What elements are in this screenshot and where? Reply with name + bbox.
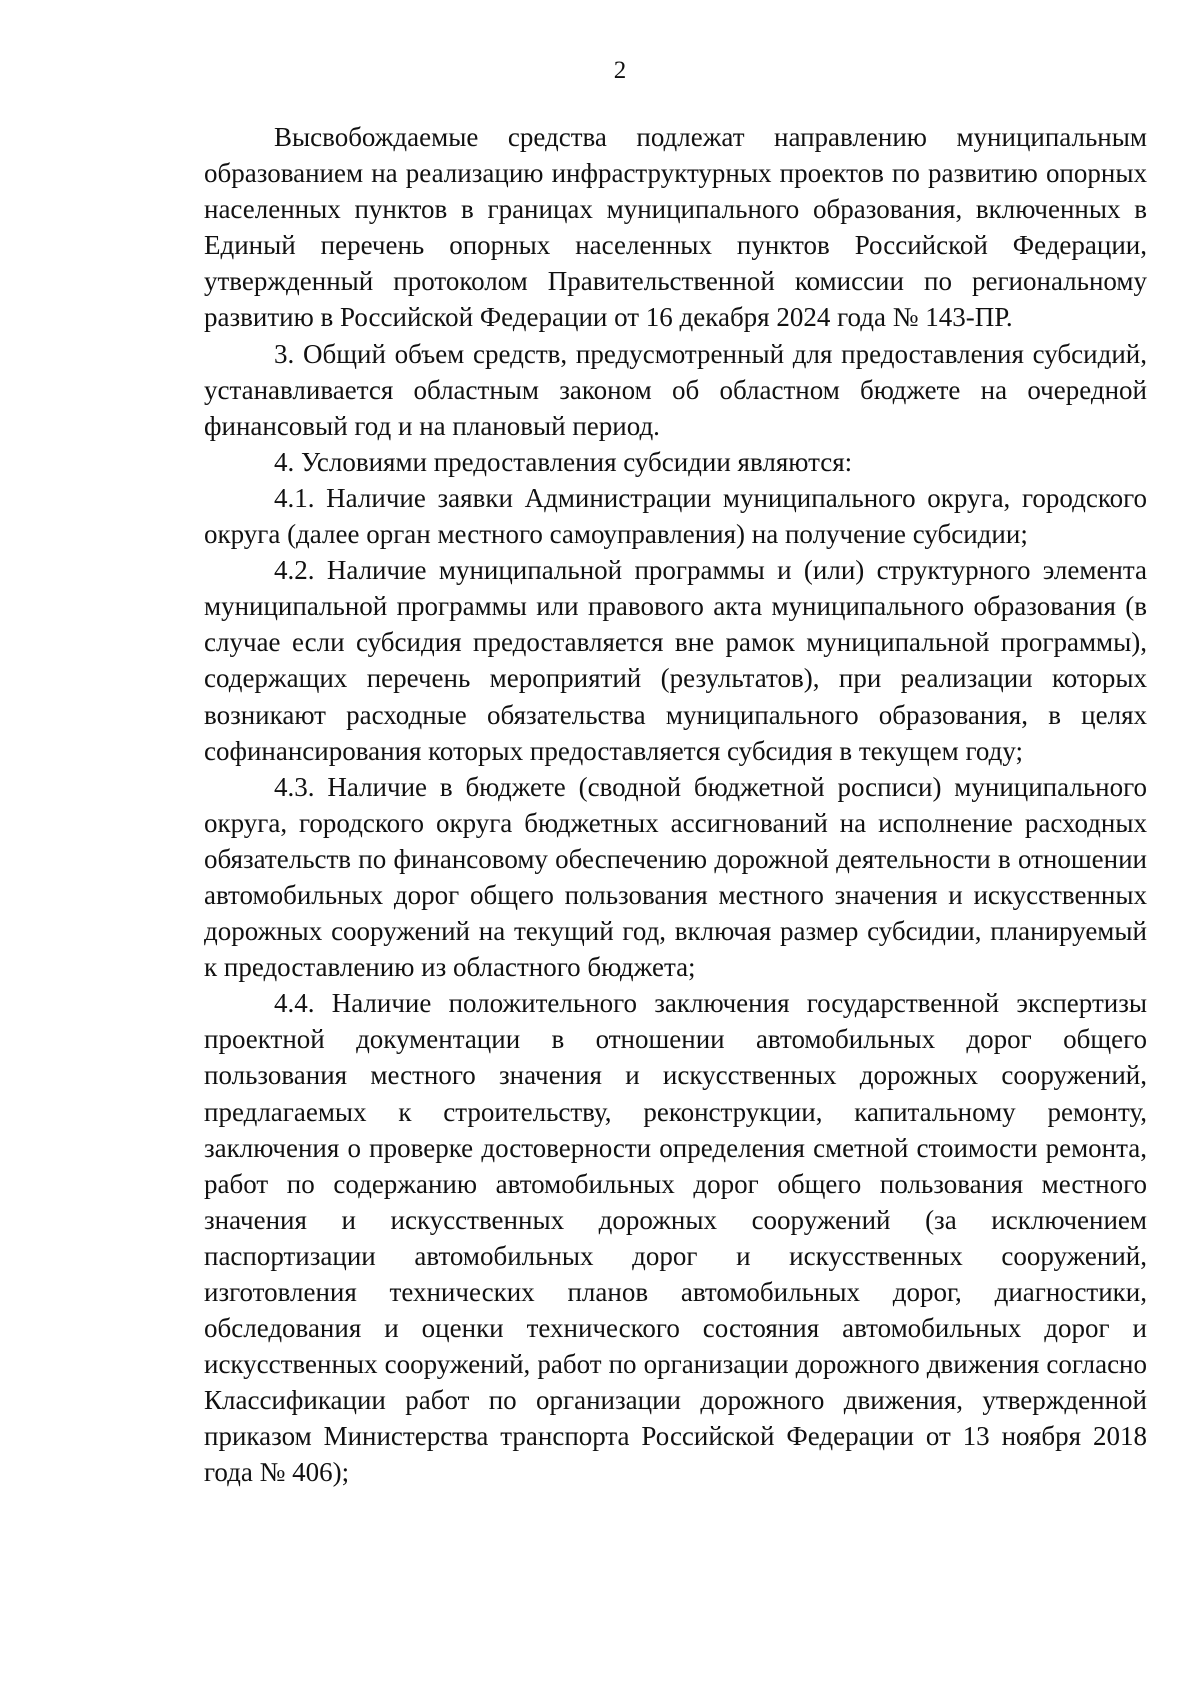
paragraph-4-conditions: 4. Условиями предоставления субсидии являются: [274,446,853,477]
paragraph-3-total-volume: 3. Общий объем средств, предусмотренный для предоставления субсидий, устанавливается областным законом об областном бюджете на очередной финансовый год и на плановый период. [204,338,1147,441]
paragraph-4-3-budget: 4.3. Наличие в бюджете (сводной бюджетной росписи) муниципального округа, городского округа бюджетных ассигнований на исполнение расходных обязательств по финансовому обеспечению дорожной деятельности в отношении автомобильных дорог общего пользования местного значения и искусственных дорожных сооружений на текущий год, включая размер субсидии, планируемый к предоставлению из областного бюджета; [204,771,1147,983]
document-body [204,119,1147,1491]
paragraph-4-2-program: 4.2. Наличие муниципальной программы и (или) структурного элемента муниципальной программы или правового акта муниципального образования (в случае если субсидия предоставляется вне рамок муниципальной программы), содержащих перечень мероприятий (результатов), при реализации которых возникают расходные обязательства муниципального образования, в целях софинансирования которых предоставляется субсидия в текущем году; [204,555,1147,766]
paragraph-released-funds: Высвобождаемые средства подлежат направлению муниципальным образованием на реализацию инфраструктурных проектов по развитию опорных населенных пунктов в границах муниципального образования, включенных в Единый перечень опорных населенных пунктов Российской Федерации, утвержденный протоколом Правительственной комиссии по региональному развитию в Российской Федерации от 16 декабря 2024 года № 143-ПР. [204,122,1147,333]
paragraph-4-1-application: 4.1. Наличие заявки Администрации муниципального округа, городского округа (далее орган местного самоуправления) на получение субсидии; [204,482,1147,550]
paragraph-4-4-expertise: 4.4. Наличие положительного заключения государственной экспертизы проектной документации в отношении автомобильных дорог общего пользования местного значения и искусственных дорожных сооружений, предлагаемых к строительству, реконструкции, капитальному ремонту, заключения о проверке достоверности определения сметной стоимости ремонта, работ по содержанию автомобильных дорог общего пользования местного значения и искусственных дорожных сооружений (за исключением паспортизации автомобильных дорог и искусственных сооружений, изготовления технических планов автомобильных дорог, диагностики, обследования и оценки технического состояния автомобильных дорог и искусственных сооружений, работ по организации дорожного движения согласно Классификации работ по организации дорожного движения, утвержденной приказом Министерства транспорта Российской Федерации от 13 ноября 2018 года № 406); [204,988,1147,1488]
page-number: 2 [613,57,627,84]
